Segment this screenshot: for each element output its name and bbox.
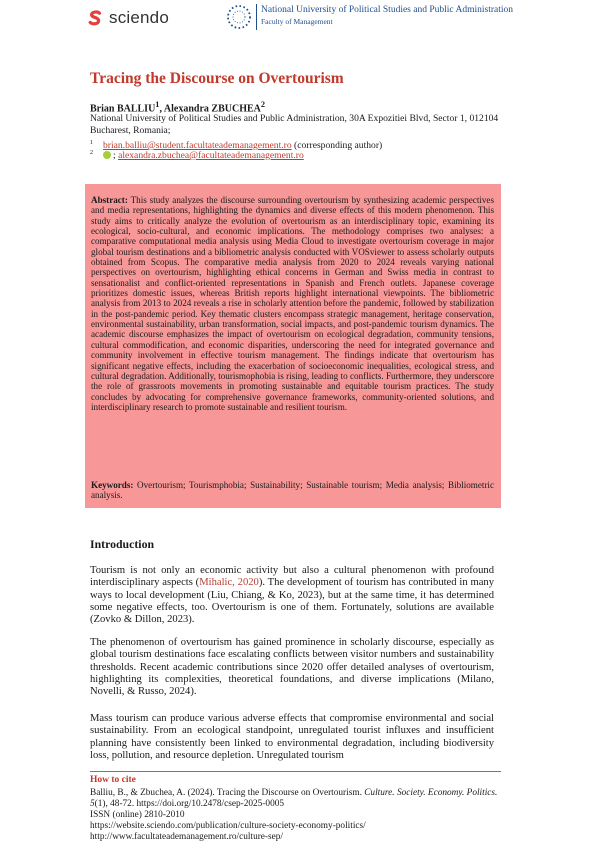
issn: ISSN (online) 2810-2010 xyxy=(90,810,185,821)
email-link-2[interactable]: alexandra.zbuchea@facultateademanagement.ro xyxy=(118,150,304,162)
university-seal-icon xyxy=(226,4,252,30)
faculty-url[interactable]: http://www.facultateademanagement.ro/culture-sep/ xyxy=(90,832,284,843)
how-to-cite-label: How to cite xyxy=(90,775,136,785)
abstract-text: This study analyzes the discourse surrounding overtourism by synthesizing academic perspectives and media representations, highlighting the dynamics and diverse effects of this modern phenomenon. This study aims to critically analyze the evolution of overtourism as an interdisciplinary topic, examining its ecological, socio-cultural, and economic implications. The methodology comprises two analyses: a comparative computational media analysis using Media Cloud to investigate overtourism coverage in major global tourism destinations and a bibliometric analysis conducted with VOSviewer to assess scholarly outputs obtained from Scopus. The comparative media analysis from 2020 to 2024 reveals varying national perspectives on overtourism, highlighting ethical concerns in German and Swiss media in contrast to sensationalist and conflict-oriented representations in Spanish and French outlets. Japanese coverage prioritizes domestic issues, whereas British reports highlight international viewpoints. The bibliometric analysis from 2013 to 2024 reveals a rise in scholarly attention before the pandemic, followed by stabilization in the post-pandemic period. Key thematic clusters encompass strategic management, heritage conservation, environmental sustainability, urban transformation, social impacts, and post-pandemic tourism dynamics. The academic discourse emphasizes the impact of overtourism on ecological degradation, community tensions, cultural commodification, and economic disparities, underscoring the need for integrated governance and community involvement in effective tourism management. The findings indicate that overtourism has significant negative effects, including the exacerbation of socioeconomic inequalities, ecological stress, and cultural degradation. Additionally, tourismophobia is rising, leading to conflicts. Furthermore, they underscore the role of grassroots movements in promoting sustainable and equitable tourism practices. The study concludes by advocating for comprehensive governance frameworks, community-oriented solutions, and interdisciplinary research to promote sustainable and resilient tourism. xyxy=(91,195,494,412)
page-header xyxy=(0,0,601,44)
intro-paragraph-2: The phenomenon of overtourism has gained prominence in scholarly discourse, especially as global tourism destinations face escalating conflicts between visitor numbers and sustainability thresholds. Recent academic contributions since 2020 offer detailed analyses of overtourism, highlighting its complexities, theoretical foundations, and diverse implications (Milano, Novelli, & Russo, 2024). xyxy=(90,637,494,698)
abstract-label: Abstract: xyxy=(91,195,128,205)
how-to-cite-block xyxy=(90,788,501,843)
citation-b: (1), 48-72. https://doi.org/10.2478/csep-2025-0005 xyxy=(94,799,285,810)
intro-paragraph-3: Mass tourism can produce various adverse effects that compromise environmental and social sustainability. From an ecological standpoint, unregulated tourist influxes and insufficient planning have consistently been linked to environmental degradation, including biodiversity loss, pollution, and resource depletion. Unregulated tourism xyxy=(90,713,494,761)
university-text xyxy=(256,4,513,30)
footer-divider xyxy=(90,771,501,772)
email-link-1[interactable]: brian.balliu@student.facultateademanagement.ro xyxy=(103,140,292,152)
footnote-2-sep: ; xyxy=(113,150,119,162)
author-1: Brian BALLIU xyxy=(90,103,156,115)
university-name: National University of Political Studies and Public Administration xyxy=(261,5,513,15)
article-title: Tracing the Discourse on Overtourism xyxy=(90,70,344,87)
abstract-paragraph xyxy=(91,195,494,412)
author-2: Alexandra ZBUCHEA xyxy=(163,103,261,115)
journal-url[interactable]: https://website.sciendo.com/publication/culture-society-economy-politics/ xyxy=(90,821,366,832)
keywords-paragraph xyxy=(91,480,494,501)
faculty-name: Faculty of Management xyxy=(261,17,333,26)
citation-journal: Culture. Society. Economy. Politics. 5 xyxy=(90,788,498,810)
sciendo-logo-icon xyxy=(86,9,104,27)
footnote-1-mark: 1 xyxy=(90,140,93,146)
author-separator: , xyxy=(159,103,164,115)
citation-text xyxy=(90,788,501,810)
keywords-text: Overtourism; Tourismphobia; Sustainability; Sustainable tourism; Media analysis; Bibliometric analysis. xyxy=(91,480,494,501)
citation-link-mihalic[interactable]: Mihalic, 2020 xyxy=(199,577,259,589)
orcid-icon[interactable] xyxy=(103,151,111,159)
footnote-2 xyxy=(90,148,304,161)
introduction-heading: Introduction xyxy=(90,537,155,551)
corresponding-note: (corresponding author) xyxy=(291,140,383,152)
affiliation: National University of Political Studies and Public Administration, 30A Expozitiei Blvd, Sector 1, 012104 Bucharest, Romania; xyxy=(90,113,499,136)
intro-p1-a: Tourism is not only an economic activity but also a cultural phenomenon with profound interdisciplinary aspects ( xyxy=(90,565,494,589)
author-1-mark: 1 xyxy=(155,100,160,109)
sciendo-logo[interactable] xyxy=(86,8,169,28)
intro-p1-b: ). The development of tourism has contributed in many ways to local development (Liu, Chiang, & Ko, 2023), but at the same time, it has determined some negative effects, too. Overtourism is one of them. Fortunately, solutions are available (Zovko & Dillon, 2023). xyxy=(90,577,494,626)
footnote-2-mark: 2 xyxy=(90,150,93,156)
intro-paragraph-1 xyxy=(90,565,494,626)
citation-a: Balliu, B., & Zbuchea, A. (2024). Tracing the Discourse on Overtourism. xyxy=(90,788,365,798)
author-2-mark: 2 xyxy=(260,100,266,109)
keywords-label: Keywords: xyxy=(91,480,134,490)
university-logo[interactable] xyxy=(226,4,513,30)
publisher-name: sciendo xyxy=(109,8,169,27)
